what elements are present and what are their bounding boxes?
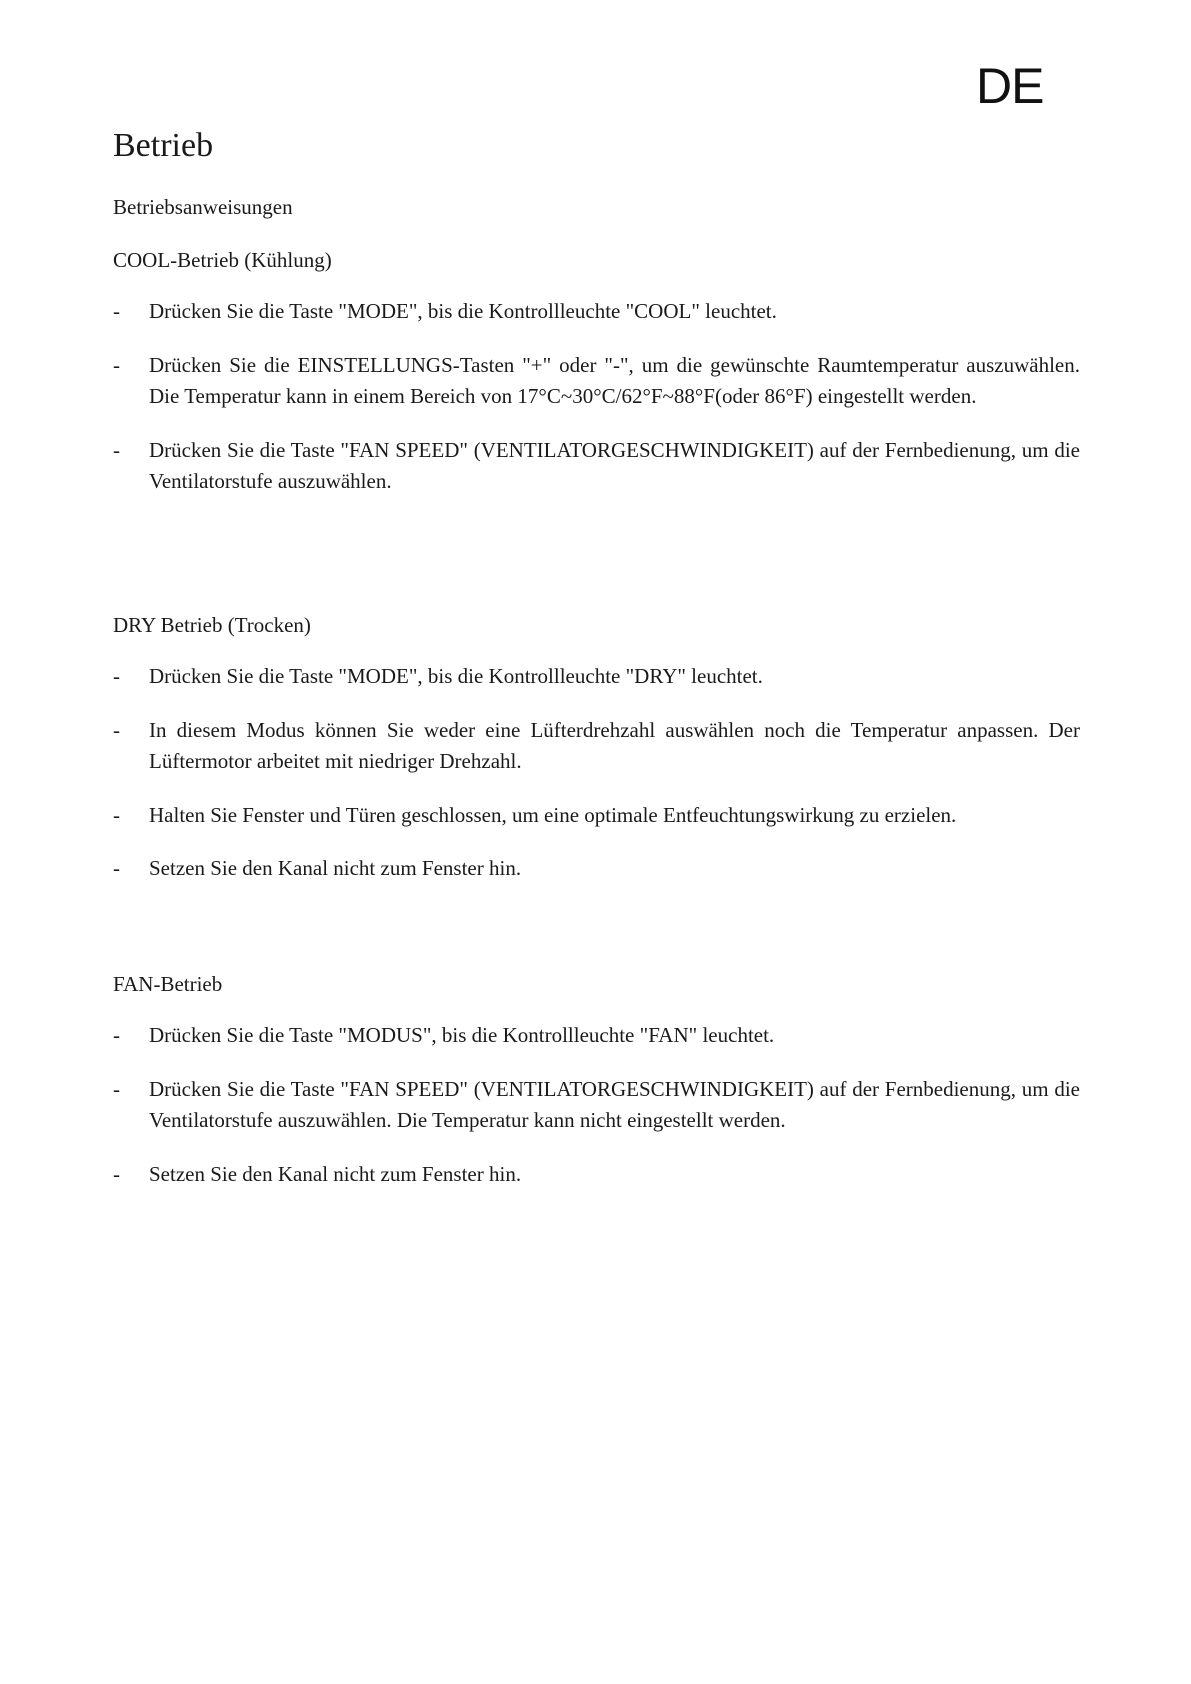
- list-item: [113, 853, 1080, 885]
- bullet-list-cool: [113, 296, 1080, 498]
- list-item: [113, 661, 1080, 693]
- section-heading-fan: FAN-Betrieb: [113, 972, 223, 996]
- list-item: [113, 350, 1080, 413]
- list-item-text: Setzen Sie den Kanal nicht zum Fenster hin.: [149, 1161, 522, 1186]
- page-subtitle: Betriebsanweisungen: [113, 195, 293, 219]
- page-title: Betrieb: [113, 127, 214, 164]
- bullet-list-fan: [113, 1020, 1080, 1190]
- bullet-marker: -: [113, 802, 120, 827]
- section-fan: [113, 970, 1080, 1212]
- list-item: [113, 296, 1080, 328]
- list-item: [113, 435, 1080, 498]
- language-tag: DE: [976, 58, 1044, 114]
- bullet-marker: -: [113, 1161, 120, 1186]
- list-item: [113, 1074, 1080, 1137]
- list-item-text: Drücken Sie die Taste "MODUS", bis die Kontrollleuchte "FAN" leuchtet.: [149, 1023, 775, 1047]
- list-item: [113, 715, 1080, 778]
- section-dry: [113, 611, 1080, 907]
- list-item-text: Setzen Sie den Kanal nicht zum Fenster hin.: [149, 856, 522, 880]
- list-item: [113, 1159, 1080, 1191]
- list-item: [113, 800, 1080, 832]
- list-item-text: Drücken Sie die Taste "FAN SPEED" (VENTILATORGESCHWINDIGKEIT) auf der Fernbedienung, um die Ventilatorstufe auszuwählen. Die Temperatur kann nicht eingestellt werden.: [149, 1076, 1080, 1132]
- bullet-marker: -: [113, 352, 120, 377]
- section-heading-dry: DRY Betrieb (Trocken): [113, 613, 311, 637]
- bullet-marker: -: [113, 1076, 120, 1101]
- list-item-text: In diesem Modus können Sie weder eine Lüfterdrehzahl auswählen noch die Temperatur anpassen. Der Lüftermotor arbeitet mit niedriger Drehzahl.: [149, 717, 1080, 773]
- list-item-text: Drücken Sie die Taste "MODE", bis die Kontrollleuchte "DRY" leuchtet.: [149, 664, 763, 688]
- bullet-marker: -: [113, 856, 120, 880]
- list-item-text: Drücken Sie die Taste "FAN SPEED" (VENTILATORGESCHWINDIGKEIT) auf der Fernbedienung, um die Ventilatorstufe auszuwählen.: [149, 437, 1080, 493]
- list-item: [113, 1020, 1080, 1052]
- bullet-marker: -: [113, 664, 120, 688]
- list-item-text: Halten Sie Fenster und Türen geschlossen, um eine optimale Entfeuchtungswirkung zu erzielen.: [149, 802, 957, 827]
- bullet-marker: -: [113, 437, 120, 462]
- bullet-marker: -: [113, 299, 120, 323]
- bullet-marker: -: [113, 1023, 120, 1047]
- bullet-marker: -: [113, 717, 120, 742]
- section-heading-cool: COOL-Betrieb (Kühlung): [113, 248, 332, 272]
- section-cool: [113, 246, 1080, 520]
- bullet-list-dry: [113, 661, 1080, 885]
- list-item-text: Drücken Sie die Taste "MODE", bis die Kontrollleuchte "COOL" leuchtet.: [149, 299, 777, 323]
- list-item-text: Drücken Sie die EINSTELLUNGS-Tasten "+" oder "-", um die gewünschte Raumtemperatur auszuwählen. Die Temperatur kann in einem Bereich von 17°C~30°C/62°F~88°F(oder 86°F) eingestellt werden.: [149, 352, 1080, 408]
